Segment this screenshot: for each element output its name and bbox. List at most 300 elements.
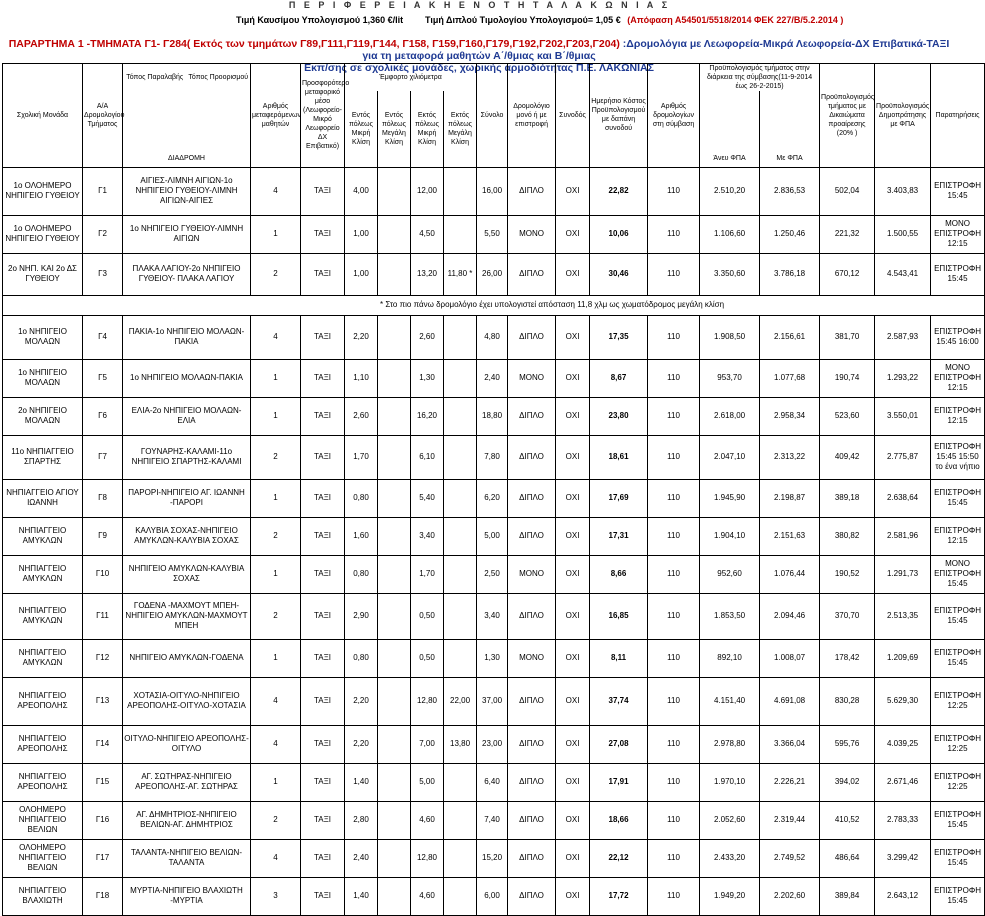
cell-total: 5,00 xyxy=(477,517,508,555)
cell-vehicle: ΤΑΞΙ xyxy=(301,167,345,215)
cell-students: 1 xyxy=(251,359,301,397)
cell-km-out-big xyxy=(444,593,477,639)
cell-students: 4 xyxy=(251,677,301,725)
cell-option: 190,74 xyxy=(820,359,875,397)
table-row xyxy=(3,315,985,359)
cell-option: 595,76 xyxy=(820,725,875,763)
cell-with-vat: 2.198,87 xyxy=(760,479,820,517)
annex-line2: Εκπ/σης σε σχολικές μονάδες, χωρικής αρμοδιότητας Π.Ε. ΛΑΚΩΝΙΑΣ xyxy=(304,62,654,74)
cell-aa: Γ5 xyxy=(83,359,123,397)
cell-with-vat: 2.749,52 xyxy=(760,839,820,877)
cell-with-vat: 2.836,53 xyxy=(760,167,820,215)
cell-daily-cost: 10,06 xyxy=(590,215,648,253)
cell-remarks: ΕΠΙΣΤΡΟΦΗ 15:45 xyxy=(931,593,985,639)
cell-km-out-big xyxy=(444,359,477,397)
cell-escort: ΟΧΙ xyxy=(556,639,590,677)
cell-route-type: ΔΙΠΛΟ xyxy=(508,593,556,639)
cell-students: 2 xyxy=(251,517,301,555)
cell-public-budget: 1.500,55 xyxy=(875,215,931,253)
cell-school: ΟΛΟΗΜΕΡΟ ΝΗΠΙΑΓΓΕΙΟ ΒΕΛΙΩΝ xyxy=(3,801,83,839)
cell-routes-count: 110 xyxy=(648,725,700,763)
cell-public-budget: 2.513,35 xyxy=(875,593,931,639)
cell-remarks: ΕΠΙΣΤΡΟΦΗ 15:45 xyxy=(931,877,985,915)
cell-school: ΝΗΠΙΑΓΓΕΙΟ ΑΡΕΟΠΟΛΗΣ xyxy=(3,677,83,725)
cell-escort: ΟΧΙ xyxy=(556,315,590,359)
cell-route: ΠΑΡΟΡΙ-ΝΗΠΙΓΕΙΟ ΑΓ. ΙΩΑΝΝΗ -ΠΑΡΟΡΙ xyxy=(123,479,251,517)
cell-daily-cost: 22,82 xyxy=(590,167,648,215)
cell-total: 7,40 xyxy=(477,801,508,839)
cell-km-in-small: 0,80 xyxy=(345,555,378,593)
cell-escort: ΟΧΙ xyxy=(556,397,590,435)
cell-route-type: ΜΟΝΟ xyxy=(508,359,556,397)
cell-km-out-big xyxy=(444,639,477,677)
cell-remarks: ΕΠΙΣΤΡΟΦΗ 15:45 xyxy=(931,839,985,877)
cell-km-out-small: 2,60 xyxy=(411,315,444,359)
cell-public-budget: 4.543,41 xyxy=(875,253,931,295)
cell-vehicle: ΤΑΞΙ xyxy=(301,397,345,435)
cell-route: ΑΙΓΙΕΣ-ΛΙΜΝΗ ΑΙΓΙΩΝ-1ο ΝΗΠΙΓΕΙΟ ΓΥΘΕΙΟΥ-ΛΙΜΝΗ ΑΙΓΙΩΝ-ΑΙΓΙΕΣ xyxy=(123,167,251,215)
cell-km-out-big xyxy=(444,397,477,435)
cell-daily-cost: 23,80 xyxy=(590,397,648,435)
cell-route-type: ΔΙΠΛΟ xyxy=(508,677,556,725)
cell-total: 37,00 xyxy=(477,677,508,725)
cell-with-vat: 4.691,08 xyxy=(760,677,820,725)
cell-aa: Γ13 xyxy=(83,677,123,725)
cell-public-budget: 2.581,96 xyxy=(875,517,931,555)
cell-remarks: ΕΠΙΣΤΡΟΦΗ 15:45 xyxy=(931,801,985,839)
cell-remarks: ΜΟΝΟ ΕΠΙΣΤΡΟΦΗ 15:45 xyxy=(931,555,985,593)
cell-school: ΝΗΠΙΑΓΓΕΙΟ ΑΜΥΚΛΩΝ xyxy=(3,555,83,593)
cell-route: 1ο ΝΗΠΙΓΕΙΟ ΓΥΘΕΙΟΥ-ΛΙΜΝΗ ΑΙΓΙΩΝ xyxy=(123,215,251,253)
routes-table xyxy=(2,63,985,916)
cell-vehicle: ΤΑΞΙ xyxy=(301,253,345,295)
cell-with-vat: 3.786,18 xyxy=(760,253,820,295)
col-km-out-big: Εκτός πόλεως Μεγάλη Κλίση xyxy=(444,91,477,167)
cell-km-in-small: 2,90 xyxy=(345,593,378,639)
col-pickup: Τόπος Παραλαβής xyxy=(123,64,187,92)
double-invoice-price xyxy=(425,15,843,25)
cell-km-out-big xyxy=(444,435,477,479)
cell-route-type: ΔΙΠΛΟ xyxy=(508,877,556,915)
cell-km-in-small: 1,00 xyxy=(345,253,378,295)
cell-aa: Γ9 xyxy=(83,517,123,555)
cell-with-vat: 1.077,68 xyxy=(760,359,820,397)
fuel-price: Τιμή Καυσίμου Υπολογισμού 1,360 €/lit xyxy=(236,15,404,25)
cell-school: 1ο ΟΛΟΗΜΕΡΟ ΝΗΠΙΓΕΙΟ ΓΥΘΕΙΟΥ xyxy=(3,215,83,253)
cell-students: 1 xyxy=(251,639,301,677)
table-row xyxy=(3,435,985,479)
cell-remarks: ΕΠΙΣΤΡΟΦΗ 12:15 xyxy=(931,397,985,435)
cell-students: 2 xyxy=(251,253,301,295)
cell-no-vat: 2.047,10 xyxy=(700,435,760,479)
cell-km-in-small: 2,20 xyxy=(345,725,378,763)
cell-option: 670,12 xyxy=(820,253,875,295)
cell-km-out-small: 0,50 xyxy=(411,639,444,677)
cell-remarks: ΜΟΝΟ ΕΠΙΣΤΡΟΦΗ 12:15 xyxy=(931,359,985,397)
cell-students: 4 xyxy=(251,839,301,877)
cell-km-out-big: 22,00 xyxy=(444,677,477,725)
cell-km-in-small: 0,80 xyxy=(345,479,378,517)
cell-km-out-small: 4,50 xyxy=(411,215,444,253)
table-row xyxy=(3,555,985,593)
cell-route: 1ο ΝΗΠΙΓΕΙΟ ΜΟΛΑΩΝ-ΠΑΚΙΑ xyxy=(123,359,251,397)
col-with-vat: Με ΦΠΑ xyxy=(760,91,820,167)
cell-aa: Γ6 xyxy=(83,397,123,435)
cell-total: 2,40 xyxy=(477,359,508,397)
cell-public-budget: 3.403,83 xyxy=(875,167,931,215)
col-school: Σχολική Μονάδα xyxy=(3,64,83,168)
cell-routes-count: 110 xyxy=(648,593,700,639)
note-row xyxy=(3,295,985,315)
cell-routes-count: 110 xyxy=(648,517,700,555)
cell-km-out-small: 12,00 xyxy=(411,167,444,215)
cell-daily-cost: 17,69 xyxy=(590,479,648,517)
col-km-out-small: Εκτός πόλεως Μικρή Κλίση xyxy=(411,91,444,167)
table-row xyxy=(3,725,985,763)
col-students: Αριθμός μεταφερόμενων μαθητών xyxy=(251,64,301,168)
cell-km-in-big xyxy=(378,397,411,435)
cell-no-vat: 1.908,50 xyxy=(700,315,760,359)
cell-students: 1 xyxy=(251,215,301,253)
cell-daily-cost: 22,12 xyxy=(590,839,648,877)
cell-no-vat: 2.618,00 xyxy=(700,397,760,435)
cell-option: 394,02 xyxy=(820,763,875,801)
cell-km-in-small: 2,80 xyxy=(345,801,378,839)
cell-route-type: ΔΙΠΛΟ xyxy=(508,479,556,517)
table-row xyxy=(3,639,985,677)
cell-escort: ΟΧΙ xyxy=(556,725,590,763)
cell-escort: ΟΧΙ xyxy=(556,359,590,397)
cell-km-in-big xyxy=(378,359,411,397)
cell-aa: Γ8 xyxy=(83,479,123,517)
cell-vehicle: ΤΑΞΙ xyxy=(301,517,345,555)
cell-vehicle: ΤΑΞΙ xyxy=(301,763,345,801)
cell-km-out-big xyxy=(444,763,477,801)
cell-route-type: ΔΙΠΛΟ xyxy=(508,253,556,295)
cell-daily-cost: 8,11 xyxy=(590,639,648,677)
cell-km-out-small: 1,30 xyxy=(411,359,444,397)
cell-with-vat: 2.202,60 xyxy=(760,877,820,915)
cell-public-budget: 1.293,22 xyxy=(875,359,931,397)
cell-no-vat: 1.904,10 xyxy=(700,517,760,555)
cell-escort: ΟΧΙ xyxy=(556,253,590,295)
cell-routes-count: 110 xyxy=(648,315,700,359)
cell-vehicle: ΤΑΞΙ xyxy=(301,593,345,639)
cell-km-in-big xyxy=(378,677,411,725)
cell-km-out-big xyxy=(444,167,477,215)
cell-public-budget: 5.629,30 xyxy=(875,677,931,725)
cell-km-in-big xyxy=(378,315,411,359)
cell-routes-count: 110 xyxy=(648,763,700,801)
cell-option: 409,42 xyxy=(820,435,875,479)
cell-school: 1ο ΝΗΠΙΓΕΙΟ ΜΟΛΑΩΝ xyxy=(3,359,83,397)
col-destination: Τόπος Προορισμού xyxy=(187,64,251,92)
cell-students: 1 xyxy=(251,763,301,801)
cell-route: ΤΑΛΑΝΤΑ-ΝΗΠΙΓΕΙΟ ΒΕΛΙΩΝ-ΤΑΛΑΝΤΑ xyxy=(123,839,251,877)
table-row xyxy=(3,593,985,639)
col-km-in-big: Εντός πόλεως Μεγάλη Κλίση xyxy=(378,91,411,167)
cell-escort: ΟΧΙ xyxy=(556,593,590,639)
cell-route-type: ΜΟΝΟ xyxy=(508,215,556,253)
cell-aa: Γ7 xyxy=(83,435,123,479)
cell-no-vat: 2.510,20 xyxy=(700,167,760,215)
cell-km-in-small: 1,70 xyxy=(345,435,378,479)
cell-route: ΠΑΚΙΑ-1ο ΝΗΠΙΓΕΙΟ ΜΟΛΑΩΝ-ΠΑΚΙΑ xyxy=(123,315,251,359)
cell-km-in-small: 0,80 xyxy=(345,639,378,677)
cell-total: 15,20 xyxy=(477,839,508,877)
cell-daily-cost: 18,61 xyxy=(590,435,648,479)
cell-vehicle: ΤΑΞΙ xyxy=(301,801,345,839)
cell-route-type: ΜΟΝΟ xyxy=(508,639,556,677)
cell-option: 502,04 xyxy=(820,167,875,215)
cell-km-out-small: 13,20 xyxy=(411,253,444,295)
cell-route: ΚΑΛΥΒΙΑ ΣΟΧΑΣ-ΝΗΠΙΓΕΙΟ ΑΜΥΚΛΩΝ-ΚΑΛΥΒΙΑ ΣΟΧΑΣ xyxy=(123,517,251,555)
cell-km-out-big xyxy=(444,839,477,877)
cell-km-out-small: 6,10 xyxy=(411,435,444,479)
cell-daily-cost: 17,35 xyxy=(590,315,648,359)
table-row xyxy=(3,677,985,725)
col-aa: Α/Α Δρομολογίου Τμήματος xyxy=(83,64,123,168)
cell-aa: Γ2 xyxy=(83,215,123,253)
cell-school: 2ο ΝΗΠΙΓΕΙΟ ΜΟΛΑΩΝ xyxy=(3,397,83,435)
cell-route: ΟΙΤΥΛΟ-ΝΗΠΙΓΕΙΟ ΑΡΕΟΠΟΛΗΣ-ΟΙΤΥΛΟ xyxy=(123,725,251,763)
cell-route: ΝΗΠΙΓΕΙΟ ΑΜΥΚΛΩΝ-ΚΑΛΥΒΙΑ ΣΟΧΑΣ xyxy=(123,555,251,593)
cell-students: 2 xyxy=(251,435,301,479)
cell-students: 2 xyxy=(251,593,301,639)
cell-escort: ΟΧΙ xyxy=(556,839,590,877)
cell-km-out-small: 0,50 xyxy=(411,593,444,639)
table-row xyxy=(3,359,985,397)
col-vehicle: Προσφορότερο μεταφορικό μέσο (Λεωφορείο-Μικρό Λεωφορείο ΔΧ Επιβατικό) xyxy=(301,64,345,168)
cell-total: 1,30 xyxy=(477,639,508,677)
cell-total: 5,50 xyxy=(477,215,508,253)
cell-km-out-big: 11,80 * xyxy=(444,253,477,295)
cell-no-vat: 3.350,60 xyxy=(700,253,760,295)
cell-km-in-big xyxy=(378,479,411,517)
cell-with-vat: 2.151,63 xyxy=(760,517,820,555)
table-row xyxy=(3,801,985,839)
cell-option: 221,32 xyxy=(820,215,875,253)
cell-km-in-small: 1,60 xyxy=(345,517,378,555)
cell-km-out-big xyxy=(444,555,477,593)
cell-daily-cost: 17,72 xyxy=(590,877,648,915)
cell-option: 523,60 xyxy=(820,397,875,435)
cell-daily-cost: 8,67 xyxy=(590,359,648,397)
cell-routes-count: 110 xyxy=(648,555,700,593)
cell-escort: ΟΧΙ xyxy=(556,167,590,215)
cell-route-type: ΔΙΠΛΟ xyxy=(508,725,556,763)
cell-escort: ΟΧΙ xyxy=(556,877,590,915)
cell-km-out-big xyxy=(444,315,477,359)
table-row xyxy=(3,517,985,555)
cell-km-out-small: 16,20 xyxy=(411,397,444,435)
cell-route-type: ΔΙΠΛΟ xyxy=(508,397,556,435)
cell-vehicle: ΤΑΞΙ xyxy=(301,479,345,517)
cell-route-type: ΔΙΠΛΟ xyxy=(508,517,556,555)
cell-no-vat: 953,70 xyxy=(700,359,760,397)
table-row xyxy=(3,215,985,253)
cell-vehicle: ΤΑΞΙ xyxy=(301,215,345,253)
cell-km-in-big xyxy=(378,167,411,215)
cell-km-in-small: 1,10 xyxy=(345,359,378,397)
cell-with-vat: 1.076,44 xyxy=(760,555,820,593)
cell-students: 4 xyxy=(251,315,301,359)
cell-no-vat: 1.970,10 xyxy=(700,763,760,801)
cell-vehicle: ΤΑΞΙ xyxy=(301,839,345,877)
cell-km-out-big xyxy=(444,801,477,839)
cell-remarks: ΕΠΙΣΤΡΟΦΗ 15:45 16:00 xyxy=(931,315,985,359)
cell-km-out-small: 7,00 xyxy=(411,725,444,763)
cell-km-in-big xyxy=(378,435,411,479)
cell-km-out-big: 13,80 xyxy=(444,725,477,763)
cell-total: 16,00 xyxy=(477,167,508,215)
cell-escort: ΟΧΙ xyxy=(556,801,590,839)
cell-school: 1ο ΝΗΠΙΓΕΙΟ ΜΟΛΑΩΝ xyxy=(3,315,83,359)
cell-school: 2ο ΝΗΠ. ΚΑΙ 2ο ΔΣ ΓΥΘΕΙΟΥ xyxy=(3,253,83,295)
cell-with-vat: 2.094,46 xyxy=(760,593,820,639)
cell-km-in-big xyxy=(378,877,411,915)
cell-km-out-small: 5,00 xyxy=(411,763,444,801)
cell-escort: ΟΧΙ xyxy=(556,555,590,593)
cell-km-out-big xyxy=(444,215,477,253)
cell-routes-count: 110 xyxy=(648,801,700,839)
cell-no-vat: 2.052,60 xyxy=(700,801,760,839)
cell-remarks: ΕΠΙΣΤΡΟΦΗ 15:45 xyxy=(931,167,985,215)
cell-students: 1 xyxy=(251,479,301,517)
cell-school: ΝΗΠΙΑΓΓΕΙΟ ΑΡΕΟΠΟΛΗΣ xyxy=(3,763,83,801)
col-route-type: Δρομολόγιο μονό ή με επιστροφή xyxy=(508,64,556,168)
cell-aa: Γ3 xyxy=(83,253,123,295)
cell-km-in-big xyxy=(378,593,411,639)
cell-public-budget: 2.643,12 xyxy=(875,877,931,915)
double-invoice-label: Τιμή Διπλού Τιμολογίου Υπολογισμού= 1,05 € xyxy=(425,15,621,25)
cell-routes-count: 110 xyxy=(648,435,700,479)
cell-public-budget: 2.587,93 xyxy=(875,315,931,359)
cell-escort: ΟΧΙ xyxy=(556,215,590,253)
cell-daily-cost: 27,08 xyxy=(590,725,648,763)
cell-no-vat: 2.433,20 xyxy=(700,839,760,877)
cell-aa: Γ18 xyxy=(83,877,123,915)
cell-km-in-small: 2,20 xyxy=(345,315,378,359)
cell-total: 23,00 xyxy=(477,725,508,763)
cell-km-out-small: 4,60 xyxy=(411,877,444,915)
cell-route-type: ΔΙΠΛΟ xyxy=(508,763,556,801)
table-row xyxy=(3,763,985,801)
cell-school: ΝΗΠΙΑΓΓΕΙΟ ΑΜΥΚΛΩΝ xyxy=(3,639,83,677)
cell-daily-cost: 18,66 xyxy=(590,801,648,839)
cell-km-out-big xyxy=(444,877,477,915)
cell-km-out-small: 1,70 xyxy=(411,555,444,593)
cell-remarks: ΜΟΝΟ ΕΠΙΣΤΡΟΦΗ 12:15 xyxy=(931,215,985,253)
cell-school: ΝΗΠΙΑΓΓΕΙΟ ΑΜΥΚΛΩΝ xyxy=(3,517,83,555)
cell-km-in-big xyxy=(378,763,411,801)
cell-route-type: ΔΙΠΛΟ xyxy=(508,801,556,839)
col-routes-count: Αριθμός δρομολογίων στη σύμβαση xyxy=(648,64,700,168)
cell-no-vat: 1.106,60 xyxy=(700,215,760,253)
cell-daily-cost: 17,91 xyxy=(590,763,648,801)
cell-route: ΓΟΥΝΑΡΗΣ-ΚΑΛΑΜΙ-11ο ΝΗΠΙΓΕΙΟ ΣΠΑΡΤΗΣ-ΚΑΛΑΜΙ xyxy=(123,435,251,479)
cell-route: ΑΓ. ΔΗΜΗΤΡΙΟΣ-ΝΗΠΙΓΕΙΟ ΒΕΛΙΩΝ-ΑΓ. ΔΗΜΗΤΡΙΟΣ xyxy=(123,801,251,839)
cell-no-vat: 2.978,80 xyxy=(700,725,760,763)
cell-with-vat: 3.366,04 xyxy=(760,725,820,763)
cell-km-in-big xyxy=(378,801,411,839)
cell-vehicle: ΤΑΞΙ xyxy=(301,435,345,479)
cell-option: 190,52 xyxy=(820,555,875,593)
cell-aa: Γ10 xyxy=(83,555,123,593)
col-option: Προϋπολογισμός τμήματος με Δικαιώματα προαίρεσης (20% ) xyxy=(820,64,875,168)
cell-with-vat: 2.313,22 xyxy=(760,435,820,479)
cell-remarks: ΕΠΙΣΤΡΟΦΗ 12:25 xyxy=(931,677,985,725)
cell-public-budget: 2.775,87 xyxy=(875,435,931,479)
cell-public-budget: 4.039,25 xyxy=(875,725,931,763)
cell-no-vat: 1.853,50 xyxy=(700,593,760,639)
cell-km-out-big xyxy=(444,479,477,517)
cell-option: 486,64 xyxy=(820,839,875,877)
cell-routes-count: 110 xyxy=(648,359,700,397)
cell-no-vat: 4.151,40 xyxy=(700,677,760,725)
cell-students: 4 xyxy=(251,725,301,763)
cell-km-in-big xyxy=(378,639,411,677)
cell-no-vat: 892,10 xyxy=(700,639,760,677)
cell-escort: ΟΧΙ xyxy=(556,763,590,801)
cell-no-vat: 952,60 xyxy=(700,555,760,593)
cell-km-out-small: 4,60 xyxy=(411,801,444,839)
cell-km-out-small: 12,80 xyxy=(411,839,444,877)
cell-aa: Γ12 xyxy=(83,639,123,677)
cell-remarks: ΕΠΙΣΤΡΟΦΗ 12:15 xyxy=(931,517,985,555)
cell-km-in-small: 1,40 xyxy=(345,763,378,801)
cell-route: ΝΗΠΙΓΕΙΟ ΑΜΥΚΛΩΝ-ΓΟΔΕΝΑ xyxy=(123,639,251,677)
cell-total: 6,40 xyxy=(477,763,508,801)
cell-km-in-big xyxy=(378,253,411,295)
annex-part1: ΠΑΡΑΡΤΗΜΑ 1 -ΤΜΗΜΑΤΑ Γ1- Γ284( Εκτός των τμημάτων Γ89,Γ111,Γ119,Γ144, Γ158, Γ159,Γ160,Γ179,Γ192,Γ202,Γ203,Γ204) xyxy=(8,38,620,50)
cell-route-type: ΔΙΠΛΟ xyxy=(508,315,556,359)
cell-students: 3 xyxy=(251,877,301,915)
cell-routes-count: 110 xyxy=(648,677,700,725)
cell-remarks: ΕΠΙΣΤΡΟΦΗ 12:25 xyxy=(931,763,985,801)
cell-route-type: ΔΙΠΛΟ xyxy=(508,435,556,479)
col-daily-cost: Ημερήσιο Κόστος Προϋπολογισμού με δαπάνη συνοδού xyxy=(590,64,648,168)
cell-aa: Γ15 xyxy=(83,763,123,801)
cell-aa: Γ11 xyxy=(83,593,123,639)
cell-students: 4 xyxy=(251,167,301,215)
cell-total: 18,80 xyxy=(477,397,508,435)
cell-aa: Γ16 xyxy=(83,801,123,839)
cell-route: ΧΟΤΑΣΙΑ-ΟΙΤΥΛΟ-ΝΗΠΙΓΕΙΟ ΑΡΕΟΠΟΛΗΣ-ΟΙΤΥΛΟ-ΧΟΤΑΣΙΑ xyxy=(123,677,251,725)
annex-part2: :Δρομολόγια με Λεωφορεία-Μικρά Λεωφορεία-ΔΧ Επιβατικά-ΤΑΞΙ για τη μεταφορά μαθητών Α΄/θμιας και Β΄/θμιας xyxy=(362,38,950,62)
col-km-in-small: Εντός πόλεως Μικρή Κλίση xyxy=(345,91,378,167)
col-public-budget: Προϋπολογισμός Δημοπράτησης με ΦΠΑ xyxy=(875,64,931,168)
cell-students: 1 xyxy=(251,397,301,435)
cell-route: ΠΛΑΚΑ ΛΑΓΙΟΥ-2ο ΝΗΠΙΓΕΙΟ ΓΥΘΕΙΟΥ- ΠΛΑΚΑ ΛΑΓΙΟΥ xyxy=(123,253,251,295)
cell-daily-cost: 16,85 xyxy=(590,593,648,639)
cell-route-type: ΔΙΠΛΟ xyxy=(508,167,556,215)
cell-public-budget: 1.291,73 xyxy=(875,555,931,593)
decision-ref: (Απόφαση Α54501/5518/2014 ΦΕΚ 227/Β/5.2.2014 ) xyxy=(627,15,844,25)
cell-km-in-big xyxy=(378,517,411,555)
cell-option: 410,52 xyxy=(820,801,875,839)
cell-aa: Γ14 xyxy=(83,725,123,763)
cell-route-type: ΔΙΠΛΟ xyxy=(508,839,556,877)
col-total: Σύνολο xyxy=(477,64,508,168)
cell-total: 26,00 xyxy=(477,253,508,295)
cell-school: 1ο ΟΛΟΗΜΕΡΟ ΝΗΠΙΓΕΙΟ ΓΥΘΕΙΟΥ xyxy=(3,167,83,215)
cell-escort: ΟΧΙ xyxy=(556,435,590,479)
cell-school: ΝΗΠΙΑΓΓΕΙΟ ΒΛΑΧΙΩΤΗ xyxy=(3,877,83,915)
cell-public-budget: 3.550,01 xyxy=(875,397,931,435)
cell-routes-count: 110 xyxy=(648,253,700,295)
cell-routes-count: 110 xyxy=(648,639,700,677)
